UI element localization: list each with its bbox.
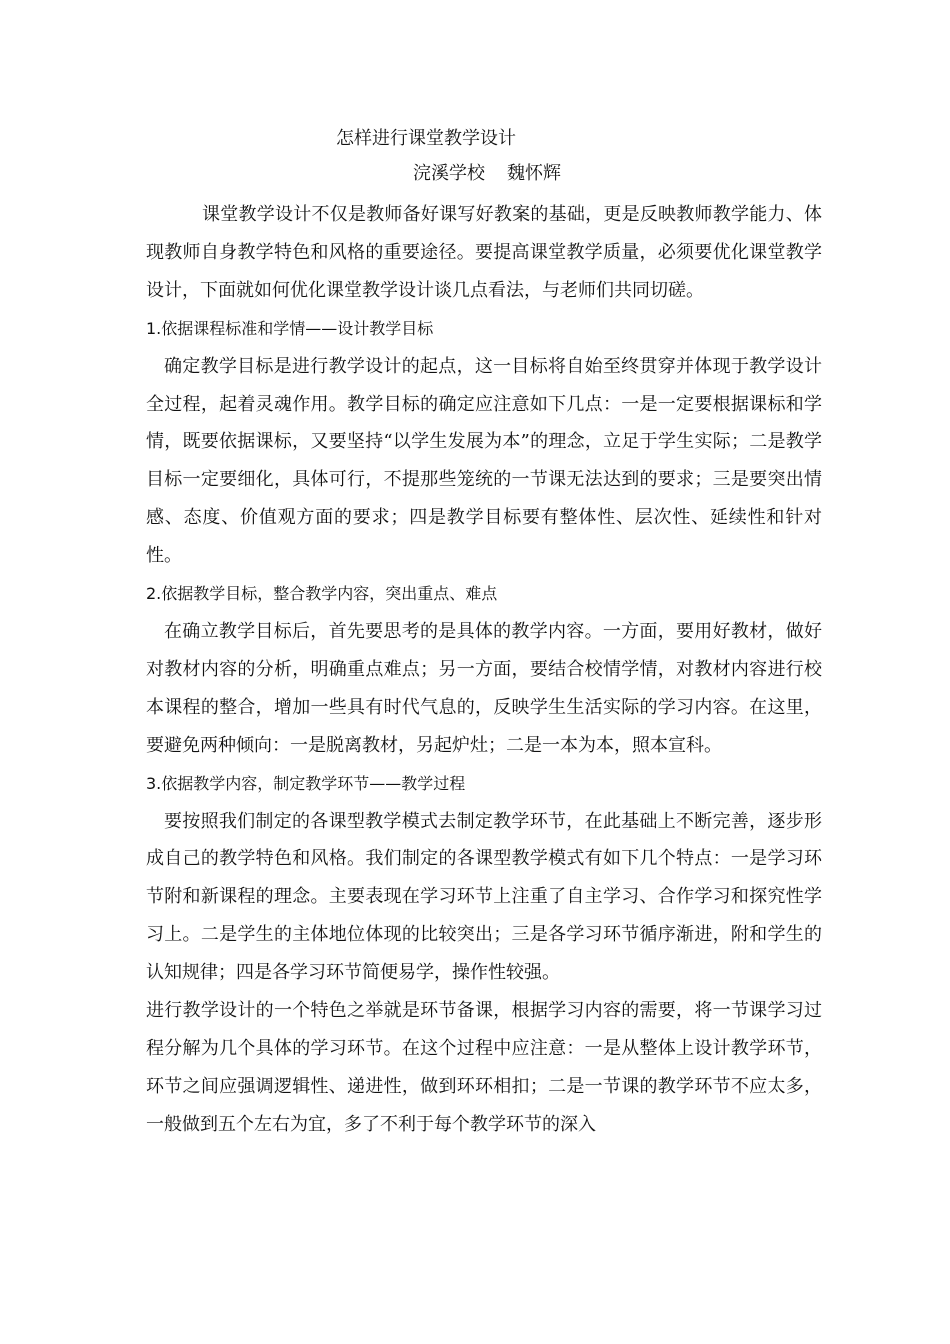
author-line <box>413 162 561 186</box>
section-heading-1: 1.依据课程标准和学情——设计教学目标 <box>146 318 434 338</box>
author-school: 浣溪学校 <box>413 163 485 184</box>
intro-paragraph: 课堂教学设计不仅是教师备好课写好教案的基础，更是反映教师教学能力、体现教师自身教学特色和风格的重要途径。要提高课堂教学质量，必须要优化课堂教学设计，下面就如何优化课堂教学设计谈几点看法，与老师们共同切磋。 <box>146 204 822 301</box>
section-1-paragraph: 确定教学目标是进行教学设计的起点，这一目标将自始至终贯穿并体现于教学设计全过程，起着灵魂作用。教学目标的确定应注意如下几点：一是一定要根据课标和学情，既要依据课标，又要坚持“以学生发展为本”的理念，立足于学生实际；二是教学目标一定要细化，具体可行，不提那些笼统的一节课无法达到的要求；三是要突出情感、态度、价值观方面的要求；四是教学目标要有整体性、层次性、延续性和针对性。 <box>146 355 822 567</box>
author-name: 魏怀辉 <box>507 163 561 184</box>
document-body <box>146 196 822 1144</box>
document-title: 怎样进行课堂教学设计 <box>336 128 516 149</box>
section-2-paragraph: 在确立教学目标后，首先要思考的是具体的教学内容。一方面，要用好教材，做好对教材内容的分析，明确重点难点；另一方面，要结合校情学情，对教材内容进行校本课程的整合，增加一些具有时代气息的，反映学生生活实际的学习内容。在这里，要避免两种倾向：一是脱离教材，另起炉灶；二是一本为本，照本宣科。 <box>146 620 822 756</box>
section-3-paragraph-2: 进行教学设计的一个特色之举就是环节备课，根据学习内容的需要，将一节课学习过程分解为几个具体的学习环节。在这个过程中应注意：一是从整体上设计教学环节，环节之间应强调逻辑性、递进性，做到环环相扣；二是一节课的教学环节不应太多，一般做到五个左右为宜，多了不利于每个教学环节的深入 <box>146 1000 822 1135</box>
section-heading-3: 3.依据教学内容，制定教学环节——教学过程 <box>146 773 466 793</box>
section-3-paragraph-1: 要按照我们制定的各课型教学模式去制定教学环节，在此基础上不断完善，逐步形成自己的教学特色和风格。我们制定的各课型教学模式有如下几个特点：一是学习环节附和新课程的理念。主要表现在学习环节上注重了自主学习、合作学习和探究性学习上。二是学生的主体地位体现的比较突出；三是各学习环节循序渐进，附和学生的认知规律；四是各学习环节简便易学，操作性较强。 <box>146 810 822 984</box>
section-heading-2: 2.依据教学目标，整合教学内容，突出重点、难点 <box>146 584 498 604</box>
